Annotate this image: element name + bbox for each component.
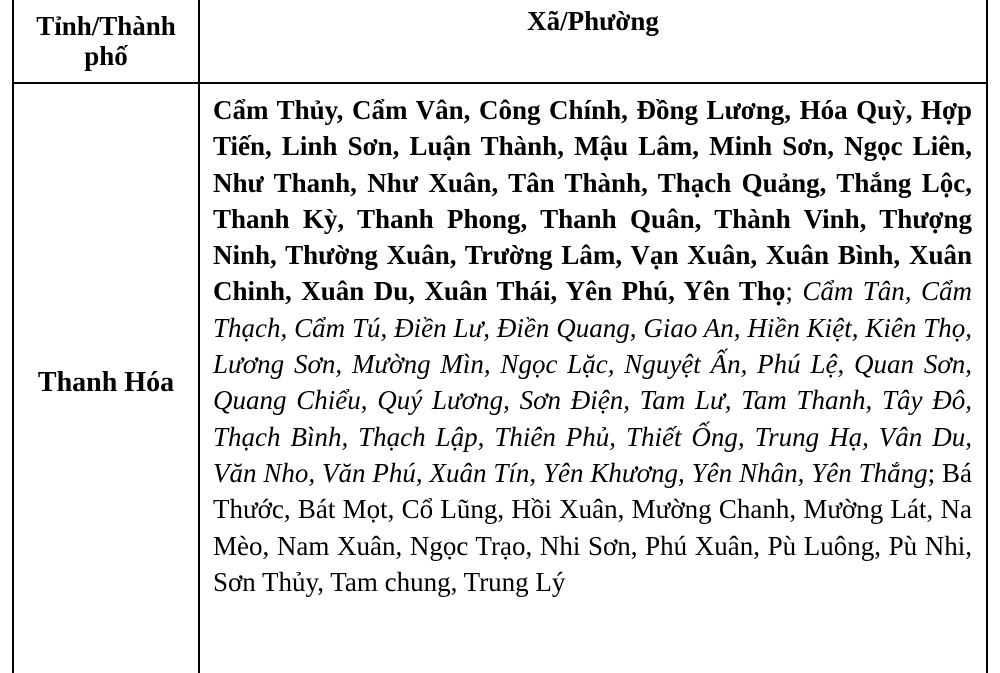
header-commune — [199, 0, 987, 83]
italic-commune-list: Cẩm Tân, Cẩm Thạch, Cẩm Tú, Điền Lư, Điền Quang, Giao An, Hiền Kiệt, Kiên Thọ, Lương Sơn, Mường Mìn, Ngọc Lặc, Nguyệt Ấn, Phú Lệ, Quan Sơn, Quang Chiểu, Quý Lương, Sơn Điện, Tam Lư, Tam Thanh, Tây Đô, Thạch Bình, Thạch Lập, Thiên Phủ, Thiết Ống, Trung Hạ, Vân Du, Văn Nho, Văn Phú, Xuân Tín, Yên Khương, Yên Nhân, Yên Thắng — [213, 276, 972, 488]
province-name: Thanh Hóa — [37, 367, 175, 398]
list-separator: ; — [785, 276, 803, 307]
header-province — [13, 0, 199, 83]
table-header-row — [13, 0, 987, 83]
list-separator: ; — [927, 457, 942, 488]
province-cell — [13, 83, 199, 673]
table-row — [13, 83, 987, 673]
commune-table — [12, 0, 988, 673]
regular-commune-list: Bá Thước, Bát Mọt, Cổ Lũng, Hồi Xuân, Mường Chanh, Mường Lát, Na Mèo, Nam Xuân, Ngọc Trạo, Nhi Sơn, Phú Xuân, Pù Luông, Pù Nhi, Sơn Thủy, Tam chung, Trung Lý — [213, 457, 972, 597]
bold-commune-list: Cẩm Thủy, Cẩm Vân, Công Chính, Đồng Lương, Hóa Quỳ, Hợp Tiến, Linh Sơn, Luận Thành, Mậu Lâm, Minh Sơn, Ngọc Liên, Như Thanh, Như Xuân, Tân Thành, Thạch Quảng, Thắng Lộc, Thanh Kỳ, Thanh Phong, Thanh Quân, Thành Vinh, Thượng Ninh, Thường Xuân, Trường Lâm, Vạn Xuân, Xuân Bình, Xuân Chinh, Xuân Du, Xuân Thái, Yên Phú, Yên Thọ — [213, 95, 972, 307]
communes-cell — [199, 83, 987, 673]
header-province-label: Tỉnh/Thành phố — [36, 11, 176, 71]
header-commune-label: Xã/Phường — [527, 6, 659, 36]
